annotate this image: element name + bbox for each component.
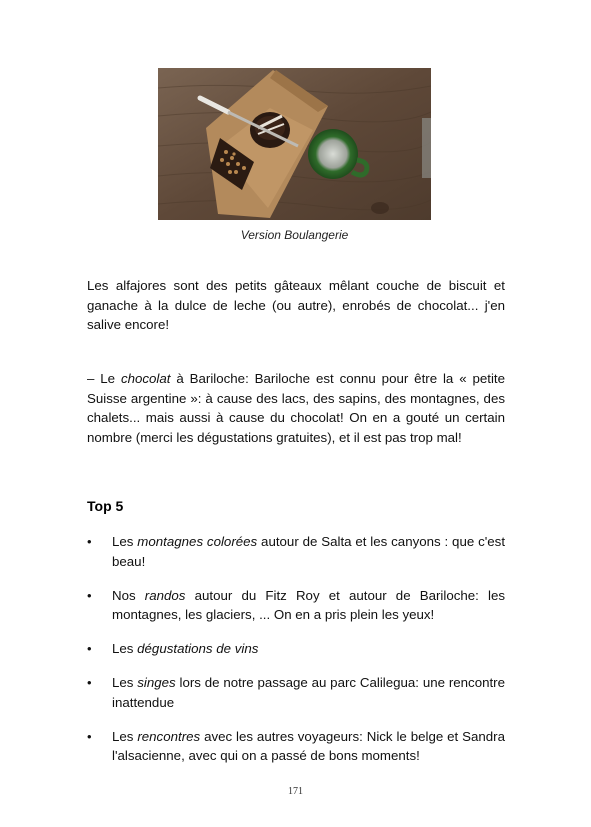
page-number: 171 [288,786,303,797]
list-item-text-before: Les [112,728,138,744]
paragraph-chocolat-emphasis: chocolat [120,371,171,386]
list-item-text-after: autour de Salta et les canyons : que c'est beau! [112,534,506,569]
list-item-text-before: Les [112,534,138,549]
list-item-text-before: Les [112,675,138,690]
list-item-emphasis: dégustations de vins [137,641,259,656]
photo-illustration [158,68,431,220]
list-item-emphasis: singes [137,675,176,690]
list-item [87,586,505,625]
list-item-text-after: autour du Fitz Roy et autour de Bariloche: les montagnes, les glaciers, ... On en a pris plein les yeux! [112,587,506,622]
paragraph-chocolat-prefix: – Le [87,371,121,386]
bullet-icon: • [87,641,92,656]
paragraph-chocolat [87,369,505,447]
list-item-text-after: lors de notre passage au parc Calilegua: une rencontre inattendue [112,675,505,710]
bullet-icon: • [87,587,92,603]
paragraph-chocolat-rest: à Bariloche: Bariloche est connu pour être la « petite Suisse argentine »: à cause des lacs, des sapins, des montagnes, des chalets... mais aussi à cause du chocolat! On en a gouté un certain nombre (merci les dégustations gratuites), et il est pas trop mal! [87,371,505,445]
list-item-text-after: avec les autres voyageurs: Nick le belge et Sandra l'alsacienne, avec qui on a passé de bons moments! [112,728,505,763]
list-item-emphasis: montagnes colorées [137,534,258,549]
list-item-emphasis: randos [144,587,186,603]
list-item-text-before: Les [112,641,138,656]
list-item-text-before: Nos [112,587,145,603]
top5-heading: Top 5 [87,498,124,514]
list-item [87,673,505,712]
alfajores-photo [158,68,431,220]
list-item [87,639,505,659]
paragraph-alfajores: Les alfajores sont des petits gâteaux mêlant couche de biscuit et ganache à la dulce de leche (ou autre), enrobés de chocolat... j'en salive encore! [87,278,505,332]
photo-caption: Version Boulangerie [240,228,349,242]
list-item [87,727,505,766]
list-item [87,532,505,571]
bullet-icon: • [87,675,92,690]
bullet-icon: • [87,728,92,744]
top5-list [87,532,505,780]
bullet-icon: • [87,534,92,549]
list-item-emphasis: rencontres [137,728,201,744]
